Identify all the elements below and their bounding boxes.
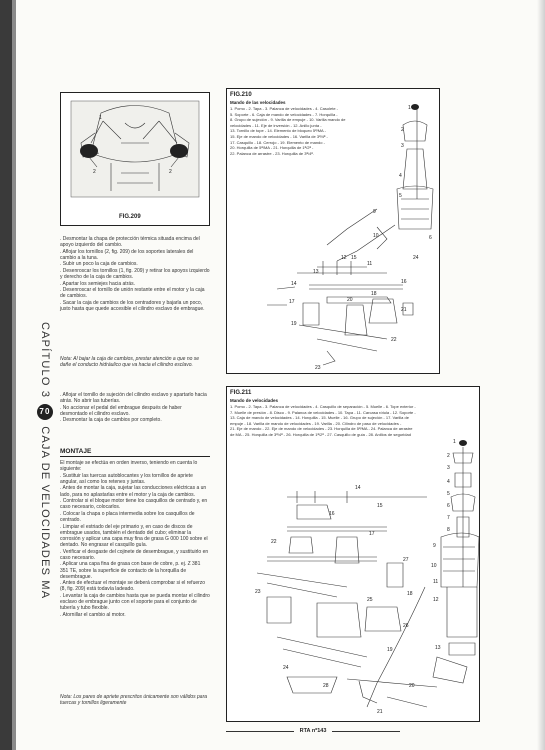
- caption-line: 15. Eje de mando de velocidades - 16. Varilla de 3ª/4ª -: [230, 133, 328, 139]
- figure-210-label: FIG.210: [230, 92, 252, 98]
- fig210-callout: 23: [315, 365, 321, 371]
- fig210-callout: 20: [347, 297, 353, 303]
- fig211-callout: 21: [377, 709, 383, 715]
- figure-211-label: FIG.211: [230, 390, 252, 396]
- caption-line: empuje - 18. Varilla de mando de velocidades - 19. Varilla - 20. Cilindro de paso de velocidades -: [230, 420, 402, 426]
- removal-step: . Apartar los semiejes hacia atrás.: [60, 280, 136, 287]
- chapter-heading: [37, 322, 53, 599]
- fig211-callout: 24: [283, 665, 289, 671]
- fig211-callout: 26: [403, 623, 409, 629]
- fig211-callout: 14: [355, 485, 361, 491]
- figure-211-title: Mando de velocidades: [230, 398, 279, 403]
- caption-line: 1. Pomo - 2. Tapa - 3. Palanca de velocidades - 4. Casquillo de separación - 5. Muelle - 6. Tope exterior -: [230, 404, 416, 409]
- fig211-callout: 20: [409, 683, 415, 689]
- fig210-callout: 13: [313, 269, 319, 275]
- fig210-callout: 19: [291, 321, 297, 327]
- fig210-callout: 1: [408, 105, 411, 111]
- figure-211: [226, 386, 480, 722]
- removal-note: Nota: Al bajar la caja de cambios, prestar atención a que no se dañe el conducto hidráulico que va hacia el cilindro esclavo.: [60, 356, 200, 369]
- removal-step: . Subir un poco la caja de cambios.: [60, 261, 138, 268]
- fig210-callout: 4: [399, 173, 402, 179]
- fig209-callout: 2: [93, 169, 96, 175]
- caption-line: 7. Muelle de presión - 8. Disco - 9. Palanca de velocidades - 10. Tapa - 11. Carcasa rótula - 12. Soporte -: [230, 409, 416, 415]
- montaje-step: . Verificar el desgaste del cojinete de desembrague, y sustituirlo en caso necesario.: [60, 548, 209, 561]
- fig211-callout: 22: [271, 539, 277, 545]
- figure-211-drawing: [227, 387, 479, 721]
- montaje-step: . Aplicar una capa fina de grasa con base de cobre, p. ej. Z 381 351 TE, sobre la superficie de contacto de la horquilla de desembrague.: [60, 561, 201, 580]
- fig209-callout: 2: [169, 169, 172, 175]
- fig210-callout: 11: [367, 261, 373, 267]
- fig210-callout: 10: [373, 233, 379, 239]
- removal-step: . Desmontar la chapa de protección térmica situada encima del apoyo izquierdo del cambio.: [60, 236, 200, 249]
- fig211-callout: 13: [435, 645, 441, 651]
- fig211-callout: 16: [329, 511, 335, 517]
- fig211-callout: 8: [447, 527, 450, 533]
- page-footer: [226, 727, 400, 735]
- montaje-intro: El montaje se efectúa en orden inverso, teniendo en cuenta lo siguiente:: [60, 460, 198, 473]
- caption-line: 1. Pomo - 2. Tapa - 3. Palanca de velocidades - 4. Casolete -: [230, 106, 338, 111]
- fig211-callout: 5: [447, 491, 450, 497]
- chapter-number-badge: 70: [37, 404, 53, 420]
- removal-step: . Aflojar el tornillo de sujeción del cilindro esclavo y apartarlo hacia atrás. No abrir las tuberías.: [60, 392, 207, 405]
- fig211-callout: 11: [433, 579, 439, 585]
- chapter-title: CAJA DE VELOCIDADES MA: [39, 426, 51, 600]
- figure-210: [226, 88, 440, 374]
- montaje-step: . Antes de efectuar el montaje se deberá comprobar si el refuerzo (8, fig. 209) está todavía ladeado.: [60, 580, 206, 593]
- montaje-heading: MONTAJE: [60, 448, 210, 457]
- fig211-callout: 28: [323, 683, 329, 689]
- footer-rule: [226, 731, 294, 732]
- caption-line: 13. Tornillo de tope - 14. Elemento de bloqueo 5ª/MA -: [230, 128, 326, 134]
- fig211-callout: 25: [367, 597, 373, 603]
- removal-step: . Desenroscar los tornillos (1, fig. 209) y retirar los apoyos izquierdo y derecho de la caja de cambios.: [60, 267, 210, 281]
- montaje-section: [60, 460, 210, 618]
- removal-section: [60, 236, 210, 313]
- removal-section-2: [60, 392, 210, 424]
- fig210-callout: 6: [429, 235, 432, 241]
- fig211-callout: 23: [255, 589, 261, 595]
- fig211-callout: 4: [447, 479, 450, 485]
- fig209-callout: 1: [99, 115, 102, 121]
- caption-line: de MA - 25. Horquilla de 3ª/4ª - 26. Horquilla de 1ª/2ª - 27. Casquillo de guía - 28. Anillos de seguridad: [230, 431, 411, 437]
- fig210-callout: 22: [391, 337, 397, 343]
- figure-209: [60, 92, 210, 226]
- removal-step: . Sacar la caja de cambios de los centradores y bajarla un poco, justo hasta que quede accesible el cilindro esclavo de embrague.: [60, 299, 205, 313]
- fig211-callout: 6: [447, 503, 450, 509]
- fig210-callout: 17: [289, 299, 295, 305]
- montaje-note: Nota: Los pares de apriete prescritos únicamente son válidos para tuercas y tornillos ligeramente: [60, 694, 208, 707]
- fig210-callout: 16: [401, 279, 407, 285]
- removal-step: . Aflojar los tornillos (2, fig. 209) de los soportes laterales del cambio a la tuna.: [60, 248, 194, 261]
- figure-210-title: Mando de las velocidades: [230, 100, 286, 105]
- montaje-step: . Colocar la chapa o placa intermedia sobre los casquillos de centrado.: [60, 510, 195, 524]
- fig210-callout: 12: [341, 255, 347, 261]
- chapter-band: [33, 322, 53, 600]
- caption-line: 20. Horquilla de 5ª/MA - 21. Horquilla de 1ª/2ª -: [230, 145, 314, 151]
- fig211-callout: 3: [447, 465, 450, 471]
- fig211-callout: 17: [369, 531, 375, 537]
- fig210-callout: 15: [351, 255, 357, 261]
- fig211-callout: 7: [447, 515, 450, 521]
- fig211-callout: 12: [433, 597, 439, 603]
- montaje-step: . Levantar la caja de cambios hasta que se pueda montar el cilindro esclavo de embrague junto con el soporte para el conjunto de tubería y tubo flexible.: [60, 592, 210, 612]
- caption-line: 22. Palanca de arrastre - 23. Horquilla de 3ª/4ª.: [230, 150, 314, 156]
- fig210-callout: 21: [401, 307, 407, 313]
- fig211-callout: 19: [387, 647, 393, 653]
- chapter-label: CAPÍTULO 3: [39, 322, 51, 399]
- figure-210-drawing: [227, 89, 439, 373]
- fig210-callout: 14: [291, 281, 297, 287]
- caption-line: velocidades - 11. Eje de inversión - 12. Anillo junta -: [230, 122, 322, 128]
- footer-rule: [332, 731, 400, 732]
- montaje-step: . Antes de montar la caja, sujetar las conducciones eléctricas a un lado, para no aplastarlas entre el motor y la caja de cambios.: [60, 485, 207, 498]
- fig211-callout: 18: [407, 591, 413, 597]
- caption-line: 17. Casquillo - 18. Cerrojo - 19. Elemento de mando -: [230, 139, 325, 145]
- fig211-callout: 2: [447, 453, 450, 459]
- montaje-step: . Limpiar el estriado del eje primario y, en caso de discos de embrague usados, también el dentado del cubo; eliminar la corrosión y aplicar una capa muy fina de grasa G 000 100 sobre el dentado. No engrasar el casquillo guía.: [60, 523, 208, 549]
- caption-line: 13. Caja de mando de velocidades - 14. Horquilla - 15. Muelle - 16. Grupo de sujeción - 17. Varilla de: [230, 415, 409, 421]
- montaje-step: . Atornillar el cambio al motor.: [60, 611, 126, 618]
- fig211-callout: 10: [431, 563, 437, 569]
- caption-line: 8. Grupo de sujeción - 9. Varilla de empuje - 10. Varilla mando de: [230, 117, 346, 123]
- fig210-callout: 9: [373, 209, 376, 215]
- fig210-callout: 3: [401, 143, 404, 149]
- fig210-callout: 2: [401, 127, 404, 133]
- figure-209-label: FIG.209: [119, 214, 141, 220]
- fig211-callout: 15: [377, 503, 383, 509]
- fig211-callout: 27: [403, 557, 409, 563]
- fig211-callout: 9: [433, 543, 436, 549]
- fig210-callout: 5: [399, 193, 402, 199]
- figure-209-drawing: [61, 93, 209, 211]
- removal-step: . Desmontar la caja de cambios por completo.: [60, 417, 162, 424]
- page-binding-edge: [0, 0, 16, 750]
- removal-step: . Desenroscar el tornillo de unión restante entre el motor y la caja de cambios.: [60, 287, 205, 300]
- montaje-step: . Controlar si el bloque motor tiene los casquillos de centrado y, en caso necesario, colocarlos.: [60, 498, 208, 511]
- fig210-callout: 18: [371, 291, 377, 297]
- fig211-callout: 1: [453, 439, 456, 445]
- montaje-step: . Sustituir las tuercas autoblocantes y los tornillos de apriete angular, así como los retenes y juntas.: [60, 472, 193, 485]
- fig210-callout: 24: [413, 255, 419, 261]
- caption-line: 5. Soporte - 6. Caja de mando de velocidades - 7. Horquilla -: [230, 111, 338, 117]
- caption-line: 21. Eje de mando - 22. Eje de mando de velocidades - 23. Horquilla de 5ª/MA - 24. Palanca de arrastre: [230, 426, 413, 432]
- page-edge-shadow: [537, 0, 545, 750]
- removal-step: . No accionar el pedal del embrague después de haber desmontado el cilindro esclavo.: [60, 404, 182, 417]
- footer-label: RTA nº143: [299, 728, 327, 734]
